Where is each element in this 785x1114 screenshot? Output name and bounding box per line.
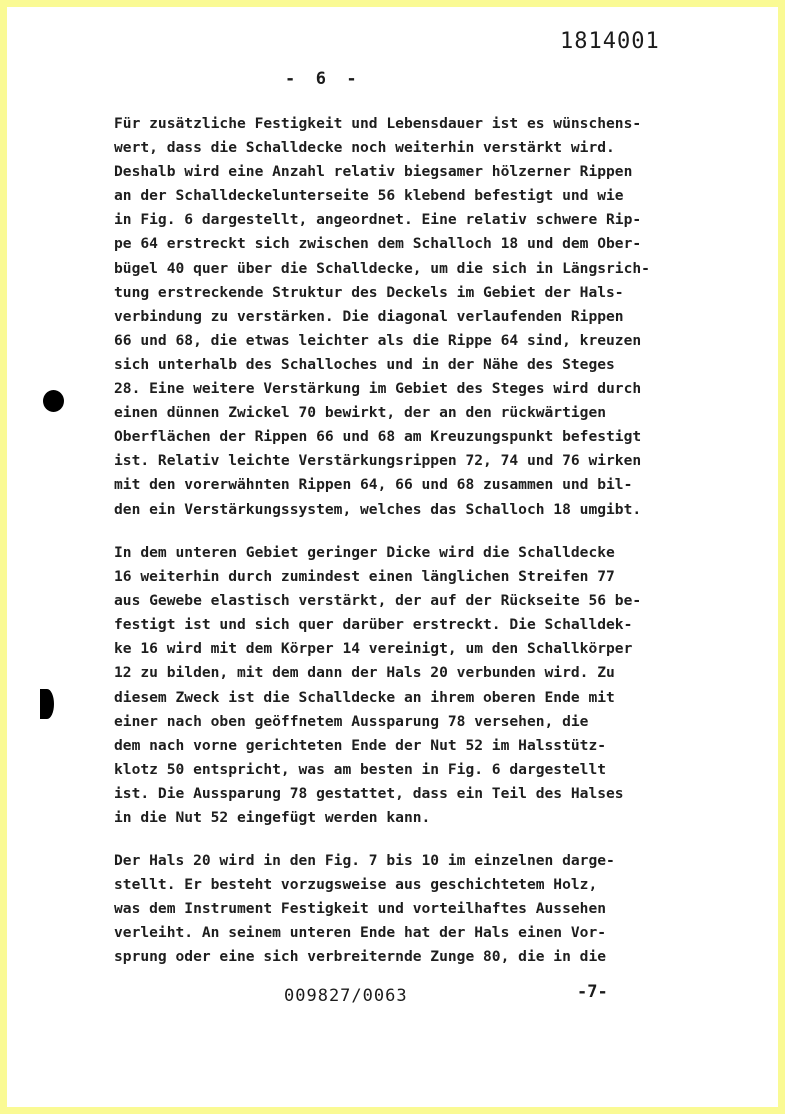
text-line: verleiht. An seinem unteren Ende hat der Hals einen Vor-	[114, 924, 607, 942]
text-line: ke 16 wird mit dem Körper 14 vereinigt, um den Schallkörper	[114, 640, 633, 658]
text-line: mit den vorerwähnten Rippen 64, 66 und 68 zusammen und bil-	[114, 476, 633, 494]
text-line: bügel 40 quer über die Schalldecke, um die sich in Längsrich-	[114, 259, 650, 277]
text-line: sprung oder eine sich verbreiternde Zunge 80, die in die	[114, 948, 607, 966]
text-line: 28. Eine weitere Verstärkung im Gebiet des Steges wird durch	[114, 380, 642, 398]
punch-hole-mark	[43, 390, 64, 412]
text-line: aus Gewebe elastisch verstärkt, der auf der Rückseite 56 be-	[114, 592, 642, 610]
footer-document-code: 009827/0063	[284, 986, 408, 1006]
text-line: diesem Zweck ist die Schalldecke an ihrem oberen Ende mit	[114, 688, 615, 706]
next-page-marker: -7-	[577, 982, 608, 1002]
text-line: in Fig. 6 dargestellt, angeordnet. Eine relativ schwere Rip-	[114, 211, 642, 229]
document-number: 1814001	[560, 29, 660, 54]
text-line: 66 und 68, die etwas leichter als die Rippe 64 sind, kreuzen	[114, 331, 642, 349]
text-line: Der Hals 20 wird in den Fig. 7 bis 10 im einzelnen darge-	[114, 852, 615, 869]
text-line: an der Schalldeckelunterseite 56 klebend befestigt und wie	[114, 187, 624, 205]
paragraph-3	[114, 849, 615, 969]
text-line: stellt. Er besteht vorzugsweise aus geschichtetem Holz,	[114, 876, 598, 894]
text-line: was dem Instrument Festigkeit und vorteilhaftes Aussehen	[114, 900, 607, 918]
text-line: 16 weiterhin durch zumindest einen länglichen Streifen 77	[114, 568, 615, 586]
text-line: In dem unteren Gebiet geringer Dicke wird die Schalldecke	[114, 544, 615, 561]
text-line: in die Nut 52 eingefügt werden kann.	[114, 809, 431, 827]
text-line: sich unterhalb des Schalloches und in der Nähe des Steges	[114, 355, 615, 373]
text-line: einer nach oben geöffnetem Aussparung 78 versehen, die	[114, 712, 589, 730]
text-line: einen dünnen Zwickel 70 bewirkt, der an den rückwärtigen	[114, 404, 607, 422]
punch-hole-mark	[40, 689, 54, 719]
text-line: verbindung zu verstärken. Die diagonal verlaufenden Rippen	[114, 307, 624, 325]
text-line: tung erstreckende Struktur des Deckels im Gebiet der Hals-	[114, 283, 624, 301]
text-line: Deshalb wird eine Anzahl relativ biegsamer hölzerner Rippen	[114, 163, 633, 181]
paragraph-1	[114, 112, 650, 522]
text-line: festigt ist und sich quer darüber erstreckt. Die Schalldek-	[114, 616, 633, 634]
text-line: 12 zu bilden, mit dem dann der Hals 20 verbunden wird. Zu	[114, 664, 615, 682]
text-line: pe 64 erstreckt sich zwischen dem Schalloch 18 und dem Ober-	[114, 235, 642, 253]
text-line: Für zusätzliche Festigkeit und Lebensdauer ist es wünschens-	[114, 115, 642, 132]
text-line: klotz 50 entspricht, was am besten in Fig. 6 dargestellt	[114, 760, 607, 778]
text-line: wert, dass die Schalldecke noch weiterhin verstärkt wird.	[114, 139, 615, 157]
page-number-marker: - 6 -	[285, 69, 357, 89]
text-line: ist. Relativ leichte Verstärkungsrippen 72, 74 und 76 wirken	[114, 452, 642, 470]
text-line: Oberflächen der Rippen 66 und 68 am Kreuzungspunkt befestigt	[114, 428, 642, 446]
text-line: dem nach vorne gerichteten Ende der Nut 52 im Halsstütz-	[114, 736, 607, 754]
text-line: den ein Verstärkungssystem, welches das Schalloch 18 umgibt.	[114, 500, 642, 518]
document-page	[7, 7, 778, 1107]
paragraph-2	[114, 541, 641, 830]
text-line: ist. Die Aussparung 78 gestattet, dass ein Teil des Halses	[114, 784, 624, 802]
